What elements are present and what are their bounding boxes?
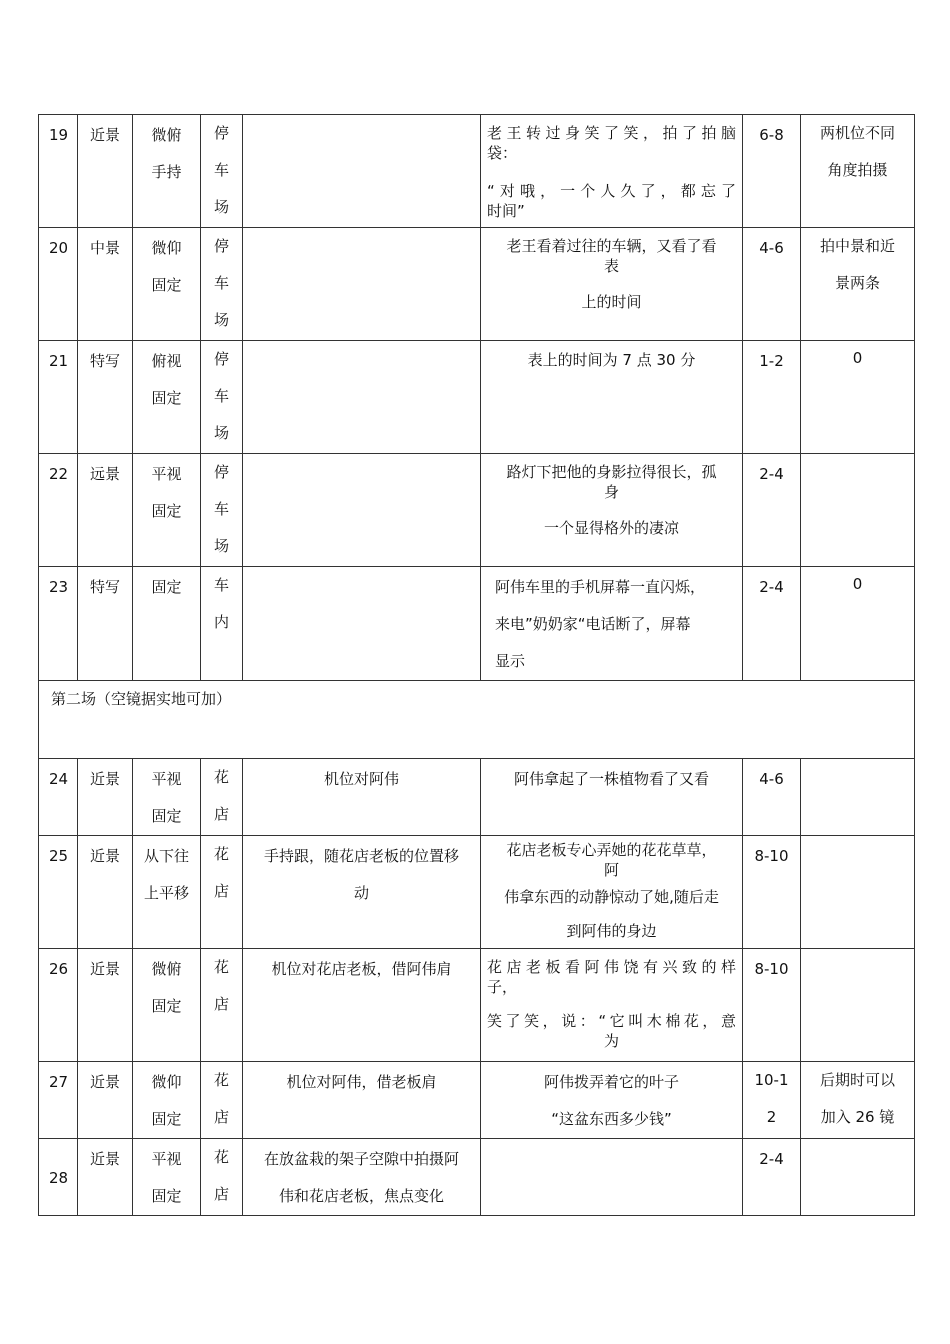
shot-description: 花店老板专心弄她的花花草草， 阿 伟拿东西的动静惊动了她,随后走 到阿伟的身边 bbox=[481, 836, 743, 949]
note bbox=[801, 454, 915, 567]
camera-angle: 从下往 上平移 bbox=[133, 836, 201, 949]
location: 停 车 场 bbox=[201, 454, 243, 567]
camera-angle: 微仰 固定 bbox=[133, 228, 201, 341]
note: 后期时可以 加入 26 镜 bbox=[801, 1062, 915, 1139]
shot-number: 28 bbox=[39, 1139, 78, 1216]
duration: 8-10 bbox=[743, 949, 801, 1062]
camera-position: 机位对阿伟，借老板肩 bbox=[243, 1062, 481, 1139]
location: 花 店 bbox=[201, 1062, 243, 1139]
camera-position bbox=[243, 228, 481, 341]
camera-position: 机位对花店老板，借阿伟肩 bbox=[243, 949, 481, 1062]
camera-angle: 平视 固定 bbox=[133, 1139, 201, 1216]
duration: 4-6 bbox=[743, 759, 801, 836]
table-row bbox=[39, 454, 915, 567]
shot-size: 近景 bbox=[78, 836, 133, 949]
camera-position bbox=[243, 567, 481, 681]
camera-angle: 微仰 固定 bbox=[133, 1062, 201, 1139]
note bbox=[801, 1139, 915, 1216]
shot-number: 25 bbox=[39, 836, 78, 949]
table-row bbox=[39, 1062, 915, 1139]
shot-size: 近景 bbox=[78, 759, 133, 836]
camera-position bbox=[243, 115, 481, 228]
shot-description: 阿伟拿起了一株植物看了又看 bbox=[481, 759, 743, 836]
scene-header-row bbox=[39, 681, 915, 759]
shot-description: 路灯下把他的身影拉得很长，孤 身 一个显得格外的凄凉 bbox=[481, 454, 743, 567]
table-row bbox=[39, 1139, 915, 1216]
shot-number: 24 bbox=[39, 759, 78, 836]
shot-number: 27 bbox=[39, 1062, 78, 1139]
table-row bbox=[39, 567, 915, 681]
table-row bbox=[39, 228, 915, 341]
note: 拍中景和近 景两条 bbox=[801, 228, 915, 341]
duration: 2-4 bbox=[743, 1139, 801, 1216]
scene-title: 第二场（空镜据实地可加） bbox=[39, 681, 915, 759]
duration: 10-1 2 bbox=[743, 1062, 801, 1139]
shot-description: 表上的时间为 7 点 30 分 bbox=[481, 341, 743, 454]
shot-description: 老王看着过往的车辆，又看了看 表 上的时间 bbox=[481, 228, 743, 341]
camera-angle: 平视 固定 bbox=[133, 454, 201, 567]
shot-description bbox=[481, 1139, 743, 1216]
note: 0 bbox=[801, 567, 915, 681]
camera-angle: 微俯 手持 bbox=[133, 115, 201, 228]
shot-size: 近景 bbox=[78, 949, 133, 1062]
camera-position: 机位对阿伟 bbox=[243, 759, 481, 836]
shot-description: 阿伟拨弄着它的叶子 “这盆东西多少钱” bbox=[481, 1062, 743, 1139]
shot-number: 23 bbox=[39, 567, 78, 681]
duration: 4-6 bbox=[743, 228, 801, 341]
duration: 6-8 bbox=[743, 115, 801, 228]
shot-number: 22 bbox=[39, 454, 78, 567]
location: 停 车 场 bbox=[201, 228, 243, 341]
table-row bbox=[39, 836, 915, 949]
shot-size: 近景 bbox=[78, 1139, 133, 1216]
shot-number: 21 bbox=[39, 341, 78, 454]
shot-size: 近景 bbox=[78, 1062, 133, 1139]
camera-angle: 微俯 固定 bbox=[133, 949, 201, 1062]
shot-size: 特写 bbox=[78, 567, 133, 681]
camera-angle: 俯视 固定 bbox=[133, 341, 201, 454]
shot-description: 花店老板看阿伟饶有兴致的样 子， 笑了笑，说：“它叫木棉花，意 为 bbox=[481, 949, 743, 1062]
table-row bbox=[39, 759, 915, 836]
duration: 2-4 bbox=[743, 567, 801, 681]
shot-number: 19 bbox=[39, 115, 78, 228]
location: 花 店 bbox=[201, 1139, 243, 1216]
shot-size: 远景 bbox=[78, 454, 133, 567]
camera-position bbox=[243, 341, 481, 454]
note: 两机位不同 角度拍摄 bbox=[801, 115, 915, 228]
camera-position bbox=[243, 454, 481, 567]
shot-number: 20 bbox=[39, 228, 78, 341]
shot-size: 中景 bbox=[78, 228, 133, 341]
storyboard-table bbox=[38, 114, 915, 1216]
table-row bbox=[39, 115, 915, 228]
table-row bbox=[39, 341, 915, 454]
duration: 1-2 bbox=[743, 341, 801, 454]
note bbox=[801, 949, 915, 1062]
shot-description: 阿伟车里的手机屏幕一直闪烁， 来电”奶奶家“电话断了，屏幕 显示 bbox=[481, 567, 743, 681]
location: 停 车 场 bbox=[201, 341, 243, 454]
camera-angle: 固定 bbox=[133, 567, 201, 681]
camera-position: 手持跟，随花店老板的位置移 动 bbox=[243, 836, 481, 949]
shot-size: 近景 bbox=[78, 115, 133, 228]
location: 停 车 场 bbox=[201, 115, 243, 228]
location: 花 店 bbox=[201, 759, 243, 836]
location: 花 店 bbox=[201, 949, 243, 1062]
note bbox=[801, 836, 915, 949]
note bbox=[801, 759, 915, 836]
table-row bbox=[39, 949, 915, 1062]
note: 0 bbox=[801, 341, 915, 454]
location: 车 内 bbox=[201, 567, 243, 681]
duration: 2-4 bbox=[743, 454, 801, 567]
shot-number: 26 bbox=[39, 949, 78, 1062]
shot-size: 特写 bbox=[78, 341, 133, 454]
shot-description: 老王转过身笑了笑，拍了拍脑 袋： “对哦，一个人久了，都忘了 时间” bbox=[481, 115, 743, 228]
camera-angle: 平视 固定 bbox=[133, 759, 201, 836]
duration: 8-10 bbox=[743, 836, 801, 949]
location: 花 店 bbox=[201, 836, 243, 949]
camera-position: 在放盆栽的架子空隙中拍摄阿 伟和花店老板，焦点变化 bbox=[243, 1139, 481, 1216]
